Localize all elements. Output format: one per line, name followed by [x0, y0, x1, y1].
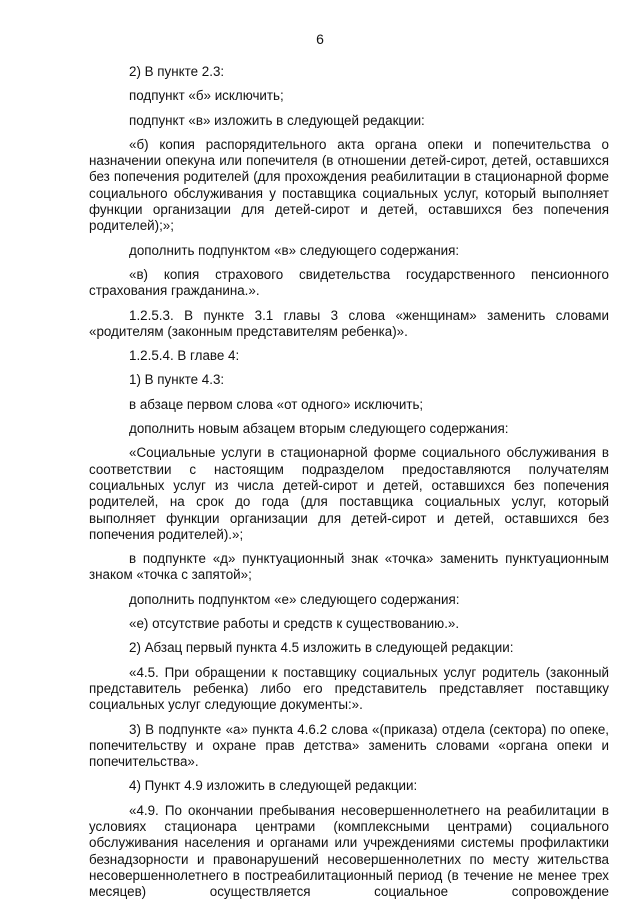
paragraph: «б) копия распорядительного акта органа опеки и попечительства о назначении опекуна или попечителя (в отношении детей-сирот, детей, оставшихся без попечения родителей (для прохождения реабилитации в стационарной форме социального обслуживания у поставщика социальных услуг, который выполняет функции организации для детей-сирот и детей, оставшихся без попечения родителей);»; — [89, 136, 609, 234]
paragraph: «4.9. По окончании пребывания несовершеннолетнего на реабилитации в условиях стационара центрами (комплексными центрами) социального обслуживания населения и органами или учреждениями системы профилактики безнадзорности и правонарушений несовершеннолетних по месту жительства несовершеннолетнего в постреабилитационный период (в течение не менее трех месяцев) осуществляется социальное сопровождение — [89, 802, 609, 900]
paragraph: 1.2.5.3. В пункте 3.1 главы 3 слова «женщинам» заменить словами «родителям (законным представителям ребенка)». — [89, 307, 609, 339]
paragraph: дополнить новым абзацем вторым следующего содержания: — [129, 421, 509, 437]
paragraph: 2) В пункте 2.3: — [129, 64, 225, 79]
paragraph: 4) Пункт 4.9 изложить в следующей редакции: — [129, 778, 418, 794]
paragraph: подпункт «б» исключить; — [129, 88, 284, 104]
paragraph: 3) В подпункте «а» пункта 4.6.2 слова «(приказа) отдела (сектора) по опеке, попечительству и охране прав детства» заменить словами «органа опеки и попечительства». — [89, 721, 609, 770]
paragraph: 2) Абзац первый пункта 4.5 изложить в следующей редакции: — [129, 640, 514, 656]
paragraph: в подпункте «д» пунктуационный знак «точка» заменить пунктуационным знаком «точка с запятой»; — [89, 551, 609, 583]
paragraph: «4.5. При обращении к поставщику социальных услуг родитель (законный представитель ребенка) либо его представитель представляет поставщику социальных услуг следующие документы:». — [89, 664, 609, 713]
paragraph: дополнить подпунктом «е» следующего содержания: — [129, 591, 460, 607]
page-number: 6 — [316, 31, 324, 47]
paragraph: «е) отсутствие работы и средств к существованию.». — [129, 616, 460, 632]
paragraph: 1.2.5.4. В главе 4: — [129, 348, 240, 364]
paragraph: подпункт «в» изложить в следующей редакции: — [129, 112, 425, 128]
paragraph: «Социальные услуги в стационарной форме социального обслуживания в соответствии с настоящим подразделом предоставляются получателям социальных услуг из числа детей-сирот и детей, оставшихся без попечения родителей, на срок до года (для поставщика социальных услуг, который выполняет функции организации для детей-сирот и детей, оставшихся без попечения родителей).»; — [89, 445, 609, 542]
paragraph: дополнить подпунктом «в» следующего содержания: — [129, 242, 460, 258]
paragraph: в абзаце первом слова «от одного» исключить; — [129, 396, 424, 412]
document-body — [89, 64, 609, 900]
paragraph: 1) В пункте 4.3: — [129, 372, 225, 388]
paragraph: «в) копия страхового свидетельства государственного пенсионного страхования гражданина.». — [89, 266, 609, 299]
